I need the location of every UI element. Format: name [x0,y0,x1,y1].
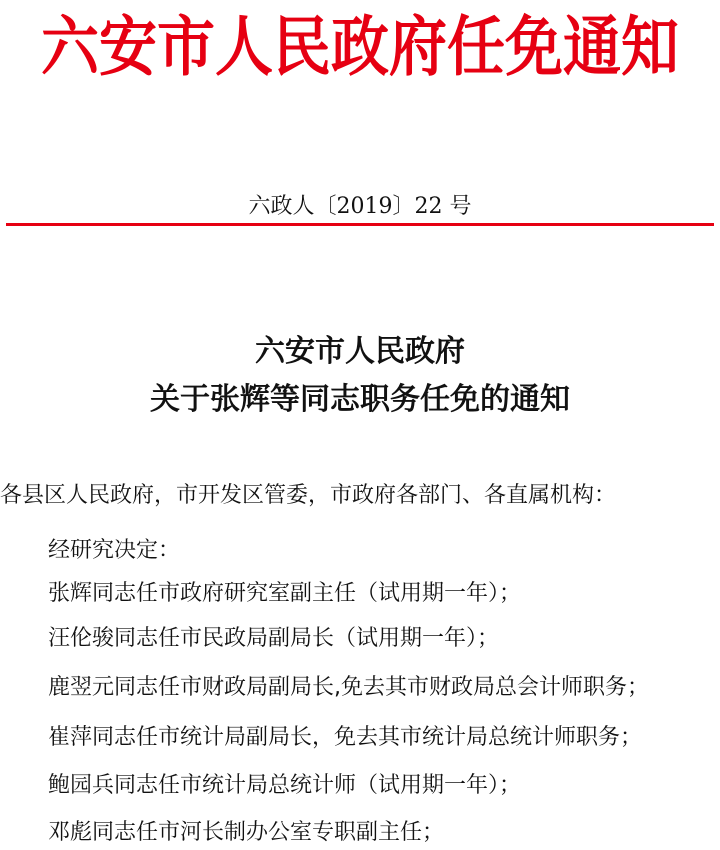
document-title-line-1: 六安市人民政府 [255,334,465,369]
decision-intro: 经研究决定： [48,538,181,563]
appointment-item: 汪伦骏同志任市民政局副局长（试用期一年）； [48,626,500,651]
appointment-item: 鲍园兵同志任市统计局总统计师（试用期一年）； [48,773,522,798]
red-divider-line [6,223,714,226]
appointment-item: 鹿翌元同志任市财政局副局长,免去其市财政局总会计师职务； [48,675,649,700]
appointment-item: 张辉同志任市政府研究室副主任（试用期一年）； [48,581,522,606]
document-title-line-2: 关于张辉等同志职务任免的通知 [150,382,570,417]
appointment-item: 邓彪同志任市河长制办公室专职副主任； [48,820,445,845]
document-number: 六政人〔2019〕22 号 [248,194,472,219]
addressee-line: 各县区人民政府，市开发区管委，市政府各部门、各直属机构： [0,483,617,508]
document-header-title: 六安市人民政府任免通知 [40,8,679,85]
appointment-item: 崔萍同志任市统计局副局长，免去其市统计局总统计师职务； [48,725,643,750]
